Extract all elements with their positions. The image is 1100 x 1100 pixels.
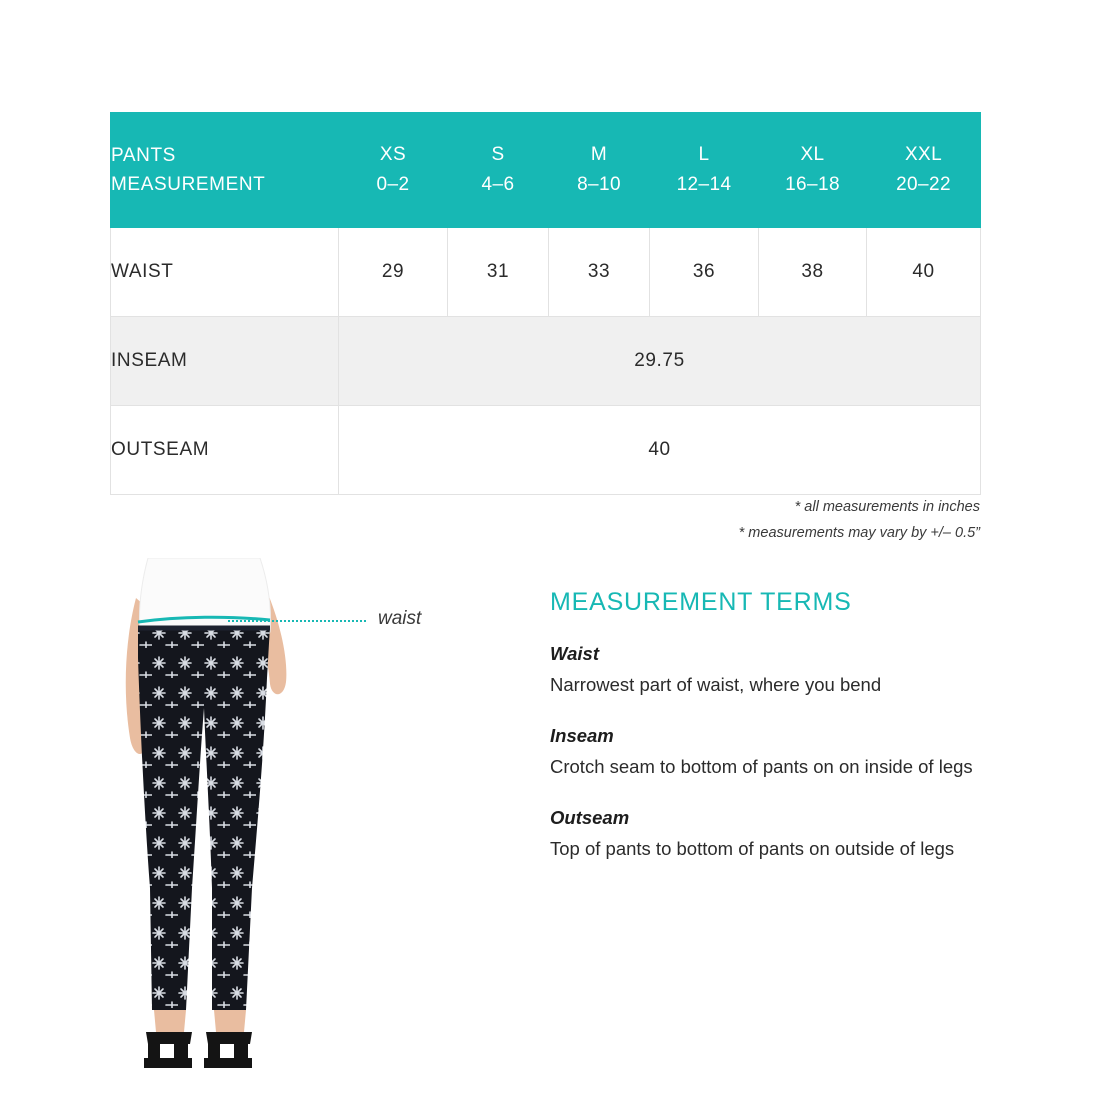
header-size-name: S [491,144,505,165]
table-row-waist [111,228,981,317]
term-description: Crotch seam to bottom of pants on on inside of legs [550,756,973,777]
header-size-name: L [698,144,710,165]
header-size-xs [339,113,448,228]
header-size-range: 0–2 [376,174,410,195]
row-label: WAIST [111,228,339,317]
header-size-m [549,113,650,228]
cell-waist-m: 33 [549,228,650,317]
header-size-range: 12–14 [676,174,732,195]
note-line-2: * measurements may vary by +/– 0.5” [738,525,980,541]
header-size-name: XS [379,144,407,165]
cell-waist-xl: 38 [759,228,867,317]
table-row-outseam [111,406,981,495]
measurement-terms-panel [550,588,990,889]
patterned-pants [138,626,270,1010]
header-size-xxl [867,113,981,228]
cell-outseam-all: 40 [339,406,981,495]
header-size-range: 8–10 [577,174,621,195]
term-name: Inseam [550,725,614,746]
row-label: OUTSEAM [111,406,339,495]
header-size-name: XL [800,144,825,165]
header-label-line1: PANTS [111,145,176,166]
header-size-name: M [590,144,608,165]
model-illustration [100,558,500,1068]
header-size-range: 20–22 [896,174,951,195]
size-chart-table [110,112,981,495]
cell-waist-l: 36 [650,228,759,317]
table-header-row [111,113,981,228]
waist-leader-line [228,620,366,622]
note-line-1: * all measurements in inches [794,499,980,515]
header-size-xl [759,113,867,228]
header-label-line2: MEASUREMENT [111,174,266,195]
term-name: Outseam [550,807,630,828]
cell-waist-xxl: 40 [867,228,981,317]
term-description: Top of pants to bottom of pants on outside of legs [550,838,955,859]
waist-callout-label: waist [378,608,422,629]
term-inseam [550,725,990,781]
left-shoe [144,1032,192,1068]
term-waist [550,643,990,699]
terms-title: MEASUREMENT TERMS [550,588,852,616]
header-size-l [650,113,759,228]
cell-waist-xs: 29 [339,228,448,317]
measurement-notes [739,494,980,546]
header-measurement-label [111,113,339,228]
table-row-inseam [111,317,981,406]
header-size-range: 16–18 [785,174,840,195]
right-shoe [204,1032,252,1068]
term-name: Waist [550,643,600,664]
header-size-s [448,113,549,228]
header-size-name: XXL [904,144,943,165]
model-photo [100,558,500,1068]
row-label: INSEAM [111,317,339,406]
header-size-range: 4–6 [481,174,515,195]
cell-waist-s: 31 [448,228,549,317]
right-ankle [214,1010,246,1032]
left-ankle [154,1010,186,1032]
cell-inseam-all: 29.75 [339,317,981,406]
term-description: Narrowest part of waist, where you bend [550,674,882,695]
term-outseam [550,807,990,863]
